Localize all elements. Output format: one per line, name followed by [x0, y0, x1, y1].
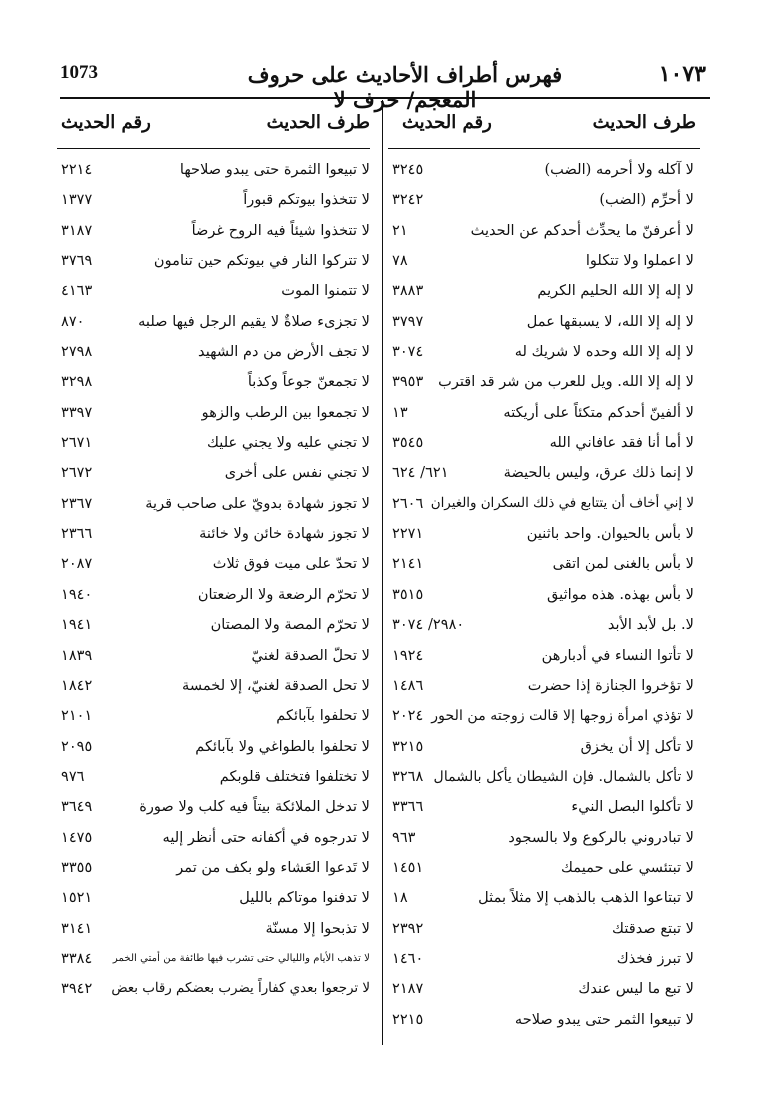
index-row: [382, 610, 710, 640]
hadith-number: ٣٢٩٨: [61, 373, 93, 391]
hadith-number: ٢٦٠٦: [392, 494, 424, 512]
hadith-number: ٣٦٤٩: [61, 798, 93, 816]
index-row: [55, 610, 382, 640]
page-number-latin: 1073: [60, 62, 98, 83]
index-row: [55, 428, 382, 458]
hadith-number: ٨٧٠: [61, 312, 85, 330]
index-row: [382, 823, 710, 853]
hadith-number: ٣٢٤٥: [392, 161, 424, 178]
index-row: [382, 458, 710, 488]
hadith-phrase: لا. بل لأبد الأبد: [607, 616, 694, 634]
hadith-number: ٣٠٧٤: [392, 343, 424, 361]
page-header: [60, 58, 710, 112]
index-row: [382, 853, 710, 883]
hadith-phrase: لا آكله ولا أحرمه (الضب): [544, 161, 694, 178]
page-number-arabic: ١٠٧٣: [658, 61, 706, 87]
hadith-number: ٢٠٨٧: [61, 555, 93, 573]
index-row: [382, 185, 710, 215]
index-row: [55, 155, 382, 185]
hadith-phrase: لا تتخذوا شيئاً فيه الروح غرضاً: [191, 221, 370, 239]
hadith-number: ١٩٤١: [61, 616, 93, 634]
index-row: [55, 367, 382, 397]
hadith-phrase: لا أحرِّم (الضب): [599, 191, 694, 209]
hadith-number: ٣٢٦٨: [392, 767, 424, 785]
index-row: [55, 853, 382, 883]
hadith-phrase: لا تحل الصدقة لغنيّ، إلا لخمسة: [182, 676, 370, 694]
index-row: [382, 914, 710, 944]
hadith-phrase: لا تذبحوا إلا مسنّة: [265, 919, 370, 937]
index-row: [55, 580, 382, 610]
index-row: [382, 762, 710, 792]
hadith-number: ٢٧٩٨: [61, 343, 93, 361]
hadith-number: ٢١٤١: [392, 555, 424, 573]
hadith-number: ١٩٢٤: [392, 646, 424, 664]
hadith-phrase: لا تبتئسي على حميمك: [561, 858, 694, 876]
hadith-phrase: لا تبع ما ليس عندك: [578, 980, 694, 998]
hadith-phrase: لا تحرّم المصة ولا المصتان: [210, 616, 370, 634]
hadith-phrase: لا تؤخروا الجنازة إذا حضرت: [527, 676, 694, 694]
hadith-number: ٢٣٦٦: [61, 525, 93, 543]
hadith-phrase: لا تَدعوا العَشاء ولو بكف من تمر: [176, 858, 370, 876]
hadith-phrase: لا تدخل الملائكة بيتاً فيه كلب ولا صورة: [139, 798, 370, 816]
page-title: فهرس أطراف الأحاديث على حروف المعجم/ حرف لا: [247, 62, 563, 112]
hadith-number: ١٨: [392, 889, 408, 907]
hadith-number: ١٥٢١: [61, 889, 93, 907]
index-row: [55, 246, 382, 276]
index-row: [55, 489, 382, 519]
heading-hadith-number: رقم الحديث: [402, 112, 492, 133]
hadith-phrase: لا تؤذي امرأة زوجها إلا قالت زوجته من الحور: [431, 708, 694, 725]
hadith-phrase: لا تحلفوا بالطواغي ولا بآبائكم: [195, 737, 370, 755]
hadith-phrase: لا تأكل إلا أن يخزق: [580, 737, 694, 755]
column-heading-rule: [388, 148, 700, 149]
hadith-phrase: لا تتخذوا بيوتكم قبوراً: [243, 191, 370, 209]
hadith-phrase: لا تبتاعوا الذهب بالذهب إلا مثلاً بمثل: [478, 889, 694, 907]
hadith-number: ٣٩٥٣: [392, 373, 424, 391]
index-row: [55, 883, 382, 913]
hadith-phrase: لا تجمعنّ جوعاً وكذباً: [247, 373, 370, 391]
index-row: [382, 792, 710, 822]
column-heading: [55, 112, 382, 140]
index-row: [55, 519, 382, 549]
index-row: [55, 276, 382, 306]
hadith-phrase: لا تدرجوه في أكفانه حتى أنظر إليه: [162, 828, 370, 846]
hadith-number: ٣١٨٧: [61, 221, 93, 239]
index-row: [55, 732, 382, 762]
index-row: [55, 701, 382, 731]
hadith-phrase: لا تأكل بالشمال. فإن الشيطان يأكل بالشمال: [433, 768, 694, 785]
index-row: [382, 489, 710, 519]
hadith-phrase: لا تذهب الأيام والليالي حتى تشرب فيها طائفة من أمتي الخمر: [112, 952, 370, 964]
hadith-number: ٣٢١٥: [392, 737, 424, 755]
hadith-number: ٢١٨٧: [392, 980, 424, 998]
hadith-number: ٢٢١٥: [392, 1010, 424, 1028]
index-row: [55, 549, 382, 579]
index-row: [55, 398, 382, 428]
hadith-number: ٣١٤١: [61, 919, 93, 937]
index-row: [55, 792, 382, 822]
hadith-number: ٣٥١٥: [392, 585, 424, 603]
hadith-phrase: لا تجف الأرض من دم الشهيد: [198, 343, 370, 361]
index-row: [382, 580, 710, 610]
hadith-phrase: لا تبتع صدقتك: [612, 919, 694, 937]
index-row: [382, 337, 710, 367]
hadith-phrase: لا بأس بالحيوان. واحد باثنين: [526, 525, 694, 543]
heading-hadith-phrase: طرف الحديث: [592, 112, 696, 133]
hadith-number: ٢٣٩٢: [392, 919, 424, 937]
hadith-phrase: لا بأس بهذه. هذه مواثيق: [547, 585, 694, 603]
hadith-phrase: لا ترجعوا بعدي كفاراً يضرب بعضكم رقاب بعض: [111, 981, 370, 997]
hadith-phrase: لا بأس بالغنى لمن اتقى: [552, 555, 694, 573]
hadith-number: ٢٢٧١: [392, 525, 424, 543]
index-row: [382, 701, 710, 731]
hadith-phrase: لا تجني نفس على أخرى: [224, 464, 370, 482]
column-heading: [382, 112, 710, 140]
heading-hadith-number: رقم الحديث: [61, 112, 151, 133]
hadith-number: ٢٢١٤: [61, 161, 93, 178]
index-row: [382, 246, 710, 276]
index-row: [55, 337, 382, 367]
hadith-number: ٣٨٨٣: [392, 282, 424, 300]
hadith-phrase: لا إنما ذلك عرق، وليس بالحيضة: [503, 464, 694, 482]
hadith-number: ٢٦٧٢: [61, 464, 93, 482]
hadith-number: ٤١٦٣: [61, 282, 93, 300]
hadith-number: ٢١: [392, 221, 408, 239]
index-row: [382, 216, 710, 246]
hadith-number: ٣٩٤٢: [61, 980, 93, 998]
hadith-number: ٣٣٦٦: [392, 798, 424, 816]
hadith-number: ١٨٤٢: [61, 676, 93, 694]
hadith-phrase: لا تبرز فخذك: [616, 949, 694, 967]
index-row: [55, 458, 382, 488]
index-row: [382, 155, 710, 185]
hadith-phrase: لا اعملوا ولا تتكلوا: [585, 252, 694, 270]
index-row: [55, 944, 382, 974]
hadith-phrase: لا تختلفوا فتختلف قلوبكم: [219, 767, 370, 785]
hadith-phrase: لا تتركوا النار في بيوتكم حين تنامون: [153, 252, 370, 270]
index-row: [55, 671, 382, 701]
index-row: [55, 185, 382, 215]
index-rows: [382, 155, 710, 1035]
index-row: [382, 367, 710, 397]
index-row: [55, 914, 382, 944]
hadith-number: ٣٥٤٥: [392, 434, 424, 452]
hadith-phrase: لا تحرّم الرضعة ولا الرضعتان: [197, 585, 370, 603]
hadith-number: ٩٧٦: [61, 767, 85, 785]
hadith-number: ٣٢٤٢: [392, 191, 424, 209]
hadith-number: ٣٣٩٧: [61, 403, 93, 421]
hadith-phrase: لا تحلّ الصدقة لغنيّ: [251, 646, 370, 664]
index-column-left: [55, 100, 382, 1045]
index-row: [382, 1005, 710, 1035]
index-row: [55, 216, 382, 246]
hadith-phrase: لا تجزىء صلاةٌ لا يقيم الرجل فيها صلبه: [138, 312, 370, 330]
index-row: [382, 641, 710, 671]
index-row: [382, 549, 710, 579]
hadith-number: ٢١٠١: [61, 707, 93, 725]
hadith-phrase: لا تجوز شهادة بدويّ على صاحب قرية: [145, 494, 370, 512]
index-row: [55, 641, 382, 671]
hadith-phrase: لا تبادروني بالركوع ولا بالسجود: [508, 828, 694, 846]
hadith-number: ٢٠٩٥: [61, 737, 93, 755]
hadith-number: ٦٢١/ ٦٢٤: [392, 464, 449, 482]
hadith-phrase: لا تأتوا النساء في أدبارهن: [541, 646, 694, 664]
hadith-number: ٢٦٧١: [61, 434, 93, 452]
hadith-number: ٣٣٨٤: [61, 949, 93, 967]
hadith-number: ١٣٧٧: [61, 191, 93, 209]
hadith-number: ١٤٧٥: [61, 828, 93, 846]
hadith-number: ١٤٦٠: [392, 949, 424, 967]
hadith-number: ٣٧٩٧: [392, 312, 424, 330]
hadith-number: ٣٣٥٥: [61, 858, 93, 876]
hadith-phrase: لا ألفينّ أحدكم متكئاً على أريكته: [503, 403, 694, 421]
index-row: [55, 823, 382, 853]
hadith-number: ١٩٤٠: [61, 585, 93, 603]
hadith-phrase: لا أعرفنّ ما يحدِّث أحدكم عن الحديث: [470, 221, 694, 239]
index-row: [55, 307, 382, 337]
hadith-phrase: لا إله إلا الله، لا يسبقها عمل: [526, 312, 694, 330]
index-row: [382, 944, 710, 974]
hadith-phrase: لا إله إلا الله. ويل للعرب من شر قد اقترب: [438, 373, 694, 391]
index-row: [382, 974, 710, 1004]
index-row: [382, 732, 710, 762]
header-rule: [60, 97, 710, 99]
index-row: [55, 974, 382, 1004]
hadith-phrase: لا تبيعوا الثمرة حتى يبدو صلاحها: [179, 161, 370, 178]
hadith-phrase: لا تحلفوا بآبائكم: [276, 707, 370, 725]
index-column-right: [382, 100, 710, 1045]
hadith-phrase: لا تبيعوا الثمر حتى يبدو صلاحه: [514, 1010, 694, 1028]
hadith-phrase: لا أما أنا فقد عافاني الله: [549, 434, 694, 452]
hadith-number: ١٨٣٩: [61, 646, 93, 664]
hadith-phrase: لا تجمعوا بين الرطب والزهو: [201, 403, 370, 421]
index-row: [382, 307, 710, 337]
hadith-number: ٢٠٢٤: [392, 707, 424, 725]
index-row: [382, 276, 710, 306]
hadith-phrase: لا تدفنوا موتاكم بالليل: [239, 889, 370, 907]
index-row: [382, 883, 710, 913]
hadith-number: ٧٨: [392, 252, 408, 270]
hadith-number: ٣٧٦٩: [61, 252, 93, 270]
index-row: [382, 671, 710, 701]
index-row: [55, 762, 382, 792]
hadith-phrase: لا تجوز شهادة خائن ولا خائنة: [199, 525, 370, 543]
hadith-number: ١٣: [392, 403, 408, 421]
hadith-phrase: لا تتمنوا الموت: [281, 282, 370, 300]
hadith-phrase: لا تجني عليه ولا يجني عليك: [207, 434, 370, 452]
hadith-phrase: لا إله إلا الله الحليم الكريم: [537, 282, 694, 300]
index-row: [382, 428, 710, 458]
hadith-number: ٢٣٦٧: [61, 494, 93, 512]
index-row: [382, 519, 710, 549]
hadith-number: ٩٦٣: [392, 828, 416, 846]
hadith-phrase: لا إني أخاف أن يتتابع في ذلك السكران والغيران: [430, 495, 694, 511]
hadith-number: ١٤٨٦: [392, 676, 424, 694]
hadith-number: ٢٩٨٠/ ٣٠٧٤: [392, 616, 465, 634]
hadith-phrase: لا إله إلا الله وحده لا شريك له: [514, 343, 694, 361]
column-heading-rule: [57, 148, 370, 149]
hadith-phrase: لا تحدّ على ميت فوق ثلاث: [212, 555, 370, 573]
hadith-number: ١٤٥١: [392, 858, 424, 876]
index-row: [382, 398, 710, 428]
heading-hadith-phrase: طرف الحديث: [266, 112, 370, 133]
index-rows: [55, 155, 382, 1005]
hadith-phrase: لا تأكلوا البصل النيء: [571, 798, 694, 816]
